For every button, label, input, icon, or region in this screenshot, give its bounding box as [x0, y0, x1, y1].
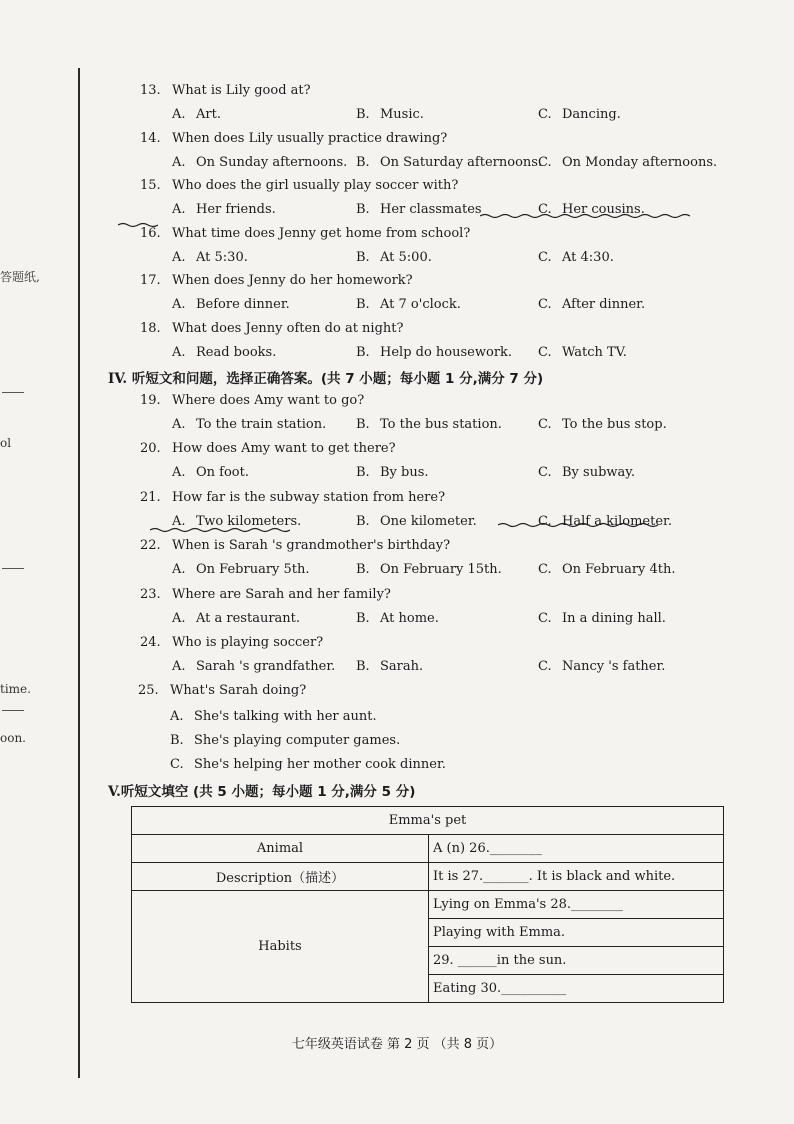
option-text: Before dinner. [196, 297, 290, 313]
margin-rule [2, 568, 24, 569]
option-text: On Saturday afternoons. [380, 154, 543, 170]
section-number: V. [108, 784, 121, 800]
answer-option[interactable] [356, 201, 482, 219]
description-blank[interactable]: It is 27._______. It is black and white. [429, 863, 724, 891]
answer-option[interactable] [356, 106, 424, 124]
answer-option[interactable] [538, 296, 645, 314]
section-title: 听短文和问题，选择正确答案。(共 7 小题；每小题 1 分,满分 7 分) [131, 371, 544, 387]
question-number: 23. [140, 586, 161, 602]
answer-option[interactable] [538, 464, 635, 482]
margin-fragment: oon. [0, 731, 26, 745]
answer-option[interactable] [538, 344, 627, 362]
option-text: At 5:00. [380, 249, 432, 265]
option-text: At 5:30. [196, 249, 248, 265]
option-text: On Sunday afternoons. [196, 154, 348, 170]
question-25 [138, 682, 306, 700]
question-number: 18. [140, 321, 161, 336]
answer-option[interactable] [172, 464, 249, 482]
answer-option[interactable] [172, 658, 335, 676]
option-letter: B. [356, 202, 370, 218]
option-letter: A. [172, 562, 186, 578]
option-text: Nancy 's father. [562, 659, 666, 674]
option-letter: B. [356, 107, 370, 122]
option-text: Her friends. [196, 202, 276, 218]
answer-option[interactable] [538, 106, 621, 124]
option-letter: B. [356, 249, 370, 265]
option-letter: A. [172, 465, 186, 481]
option-25-b[interactable]: B. She's playing computer games. [170, 733, 401, 748]
question-item [140, 586, 391, 604]
option-letter: C. [538, 610, 552, 626]
question-text: Where does Amy want to go? [172, 393, 365, 408]
question-item [140, 177, 458, 195]
habit-30-blank[interactable]: Eating 30.__________ [429, 975, 724, 1003]
option-text: On foot. [196, 465, 249, 481]
answer-option[interactable] [172, 201, 276, 219]
answer-option[interactable] [538, 416, 667, 434]
question-text: How far is the subway station from here? [172, 489, 446, 505]
answer-option[interactable] [356, 610, 439, 628]
question-text: When is Sarah 's grandmother's birthday? [172, 538, 451, 554]
option-letter: C. [538, 562, 552, 578]
option-letter: B. [356, 659, 370, 674]
answer-option[interactable] [356, 658, 423, 676]
question-number: 25. [138, 683, 159, 698]
option-letter: A. [172, 345, 186, 360]
option-text: Dancing. [562, 107, 621, 122]
answer-option[interactable] [538, 610, 666, 628]
description-label: Description（描述） [132, 863, 429, 891]
option-text: Sarah 's grandfather. [196, 659, 336, 674]
answer-option[interactable] [172, 296, 290, 314]
option-text: Two kilometers. [196, 513, 302, 529]
answer-option[interactable] [356, 464, 429, 482]
question-item [140, 392, 364, 410]
option-text: Help do housework. [380, 345, 513, 360]
option-letter: A. [172, 107, 186, 122]
answer-option[interactable] [172, 154, 347, 172]
question-text: When does Lily usually practice drawing? [172, 130, 448, 146]
question-item [140, 82, 311, 100]
option-letter: A. [172, 659, 186, 674]
option-letter: C. [538, 249, 552, 265]
question-item [140, 320, 403, 338]
question-item [140, 537, 450, 555]
option-letter: C. [538, 297, 552, 313]
answer-option[interactable] [356, 296, 461, 314]
option-text: Read books. [196, 345, 277, 360]
option-letter: B. [356, 154, 370, 170]
answer-option[interactable] [356, 154, 542, 172]
option-text: Her cousins. [562, 202, 645, 218]
option-letter: A. [172, 249, 186, 265]
question-number: 16. [140, 225, 161, 241]
option-text: To the bus station. [380, 417, 502, 432]
option-text: Watch TV. [562, 345, 627, 360]
option-text: At 4:30. [562, 249, 614, 265]
answer-option[interactable] [356, 561, 502, 579]
question-number: 20. [140, 441, 161, 457]
section-header-iv [108, 367, 543, 387]
answer-option[interactable] [172, 249, 248, 267]
table-title: Emma's pet [132, 807, 724, 835]
option-letter: B. [356, 610, 370, 626]
habit-28-blank[interactable]: Lying on Emma's 28.________ [429, 891, 724, 919]
question-text: What time does Jenny get home from school? [172, 225, 471, 241]
option-letter: B. [356, 465, 370, 481]
question-text: Where are Sarah and her family? [172, 586, 391, 602]
option-letter: B. [356, 297, 370, 313]
answer-option[interactable] [172, 344, 276, 362]
option-text: On Monday afternoons. [562, 154, 718, 170]
page-footer: 七年级英语试卷 第 2 页 （共 8 页） [291, 1037, 503, 1052]
section-number: IV. [108, 371, 128, 387]
answer-option[interactable] [172, 106, 221, 124]
question-number: 14. [140, 130, 161, 146]
option-text: Her classmates [380, 202, 482, 218]
wavy-underline [150, 527, 290, 533]
option-text: Sarah. [380, 659, 424, 674]
option-letter: A. [172, 154, 186, 170]
option-text: After dinner. [562, 297, 646, 313]
option-text: In a dining hall. [562, 610, 666, 626]
option-text: Art. [196, 107, 221, 122]
option-text: Music. [380, 107, 424, 122]
question-number: 13. [140, 83, 161, 98]
question-text: What's Sarah doing? [170, 683, 307, 698]
option-letter: C. [538, 513, 552, 529]
option-letter: B. [356, 562, 370, 578]
wavy-underline [480, 213, 695, 219]
option-letter: B. [356, 417, 370, 432]
answer-option[interactable] [356, 416, 502, 434]
animal-label: Animal [132, 835, 429, 863]
margin-fragment: ol [0, 436, 12, 450]
emma-pet-table [131, 806, 724, 1003]
option-letter: C. [538, 154, 552, 170]
question-text: Who is playing soccer? [172, 635, 324, 650]
habits-label: Habits [132, 891, 429, 1003]
answer-option[interactable] [538, 658, 665, 676]
section-header-v [108, 780, 415, 800]
option-text: At a restaurant. [196, 610, 301, 626]
habit-playing: Playing with Emma. [429, 919, 724, 947]
option-text: Half a kilometer. [562, 513, 672, 529]
question-number: 17. [140, 273, 161, 289]
question-text: What does Jenny often do at night? [172, 321, 404, 336]
wavy-underline [498, 522, 663, 528]
option-letter: A. [172, 202, 186, 218]
answer-option[interactable] [356, 249, 432, 267]
option-letter: A. [172, 513, 186, 529]
animal-blank[interactable]: A (n) 26.________ [429, 835, 724, 863]
option-letter: C. [538, 345, 552, 360]
question-item [140, 130, 447, 148]
binding-line [78, 68, 80, 1078]
question-text: When does Jenny do her homework? [172, 273, 413, 289]
answer-option[interactable] [538, 561, 676, 579]
option-letter: C. [538, 107, 552, 122]
option-letter: A. [172, 417, 186, 432]
section-title: 听短文填空 (共 5 小题；每小题 1 分,满分 5 分) [120, 784, 416, 800]
question-item [140, 440, 396, 458]
answer-option[interactable] [172, 416, 326, 434]
option-letter: A. [172, 610, 186, 626]
option-letter: C. [538, 465, 552, 481]
margin-rule [2, 392, 24, 393]
margin-fragment: 答题纸, [0, 270, 40, 284]
answer-option[interactable] [538, 154, 717, 172]
option-letter: C. [538, 202, 552, 218]
option-text: On February 4th. [562, 562, 676, 578]
option-text: At 7 o'clock. [380, 297, 461, 313]
question-text: What is Lily good at? [172, 83, 311, 98]
option-letter: C. [538, 659, 552, 674]
question-item [140, 225, 470, 243]
question-text: How does Amy want to get there? [172, 441, 396, 457]
question-number: 15. [140, 178, 161, 194]
option-text: On February 15th. [380, 562, 502, 578]
wavy-mark [118, 222, 158, 228]
answer-option[interactable] [356, 344, 512, 362]
option-text: To the bus stop. [562, 417, 667, 432]
question-number: 19. [140, 393, 161, 408]
answer-option[interactable] [356, 513, 477, 531]
question-item [140, 489, 445, 507]
option-text: At home. [380, 610, 439, 626]
option-text: By bus. [380, 465, 429, 481]
question-number: 22. [140, 538, 161, 554]
option-text: On February 5th. [196, 562, 310, 578]
question-text: Who does the girl usually play soccer with? [172, 178, 459, 194]
option-text: To the train station. [196, 417, 327, 432]
option-letter: A. [172, 297, 186, 313]
option-text: By subway. [562, 465, 636, 481]
option-letter: C. [538, 417, 552, 432]
habit-29-blank[interactable]: 29. ______in the sun. [429, 947, 724, 975]
answer-option[interactable] [172, 610, 300, 628]
question-item [140, 272, 413, 290]
question-number: 24. [140, 635, 161, 650]
option-letter: B. [356, 345, 370, 360]
question-number: 21. [140, 489, 161, 505]
question-item [140, 634, 323, 652]
option-text: One kilometer. [380, 513, 477, 529]
margin-rule [2, 710, 24, 711]
option-25-a[interactable]: A. She's talking with her aunt. [170, 709, 377, 724]
option-25-c[interactable]: C. She's helping her mother cook dinner. [170, 757, 446, 772]
margin-fragment: time. [0, 682, 31, 696]
answer-option[interactable] [172, 561, 310, 579]
option-letter: B. [356, 513, 370, 529]
answer-option[interactable] [538, 249, 614, 267]
